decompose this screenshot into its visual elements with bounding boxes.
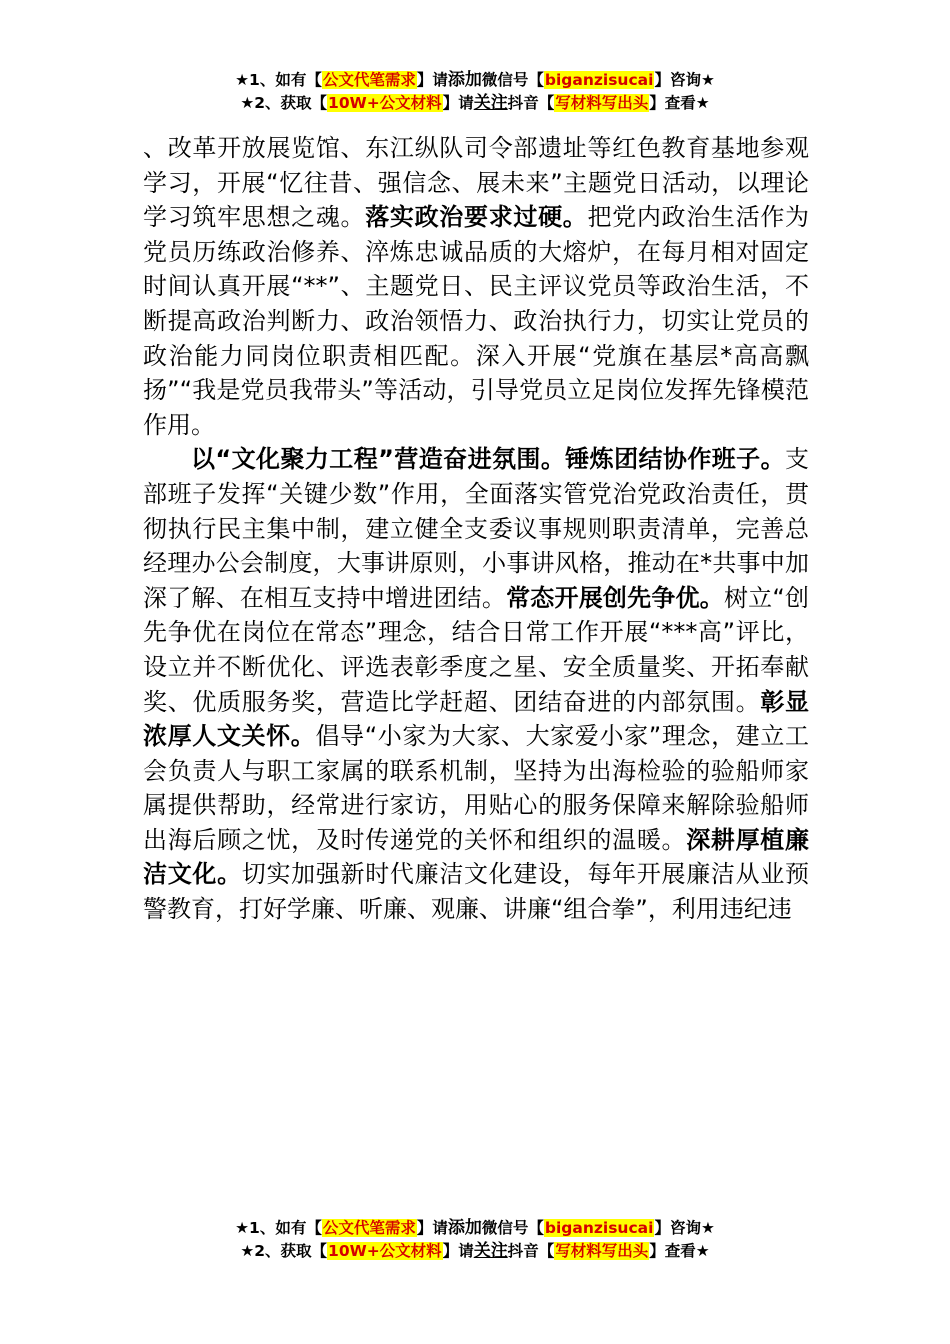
subheading: 深耕厚植廉洁文化。 [143, 825, 810, 889]
ad-line-2: ★2、获取【10W+公文材料】请关注抖音【写材料写出头】查看★ [240, 93, 710, 113]
ad-line-1: ★1、如有【公文代笔需求】请添加微信号【biganzisucai】咨询★ [235, 70, 715, 90]
wechat-id: biganzisucai [544, 1219, 654, 1237]
wechat-id: biganzisucai [544, 71, 654, 89]
subheading: 落实政治要求过硬。 [365, 203, 588, 232]
header-ad-banner [0, 69, 950, 115]
douyin-account: 写材料写出头 [555, 94, 649, 112]
footer-ad-banner [0, 1217, 950, 1263]
douyin-account: 写材料写出头 [555, 1242, 649, 1260]
subheading: 彰显浓厚人文关怀。 [143, 687, 810, 751]
highlight-tag: 公文代笔需求 [322, 1219, 416, 1237]
paragraph-2: 以“文化聚力工程”营造奋进氛围。锤炼团结协作班子。支部班子发挥“关键少数”作用，全面落实管党治党政治责任，贯彻执行民主集中制，建立健全支委议事规则职责清单，完善总经理办公会制度，大事讲原则，小事讲风格，推动在*共事中加深了解、在相互支持中增进团结。常态开展创先争优。树立“创先争优在岗位在常态”理念，结合日常工作开展“***高”评比，设立并不断优化、评选表彰季度之星、安全质量奖、开拓奉献奖、优质服务奖，营造比学赶超、团结奋进的内部氛围。彰显浓厚人文关怀。倡导“小家为大家、大家爱小家”理念，建立工会负责人与职工家属的联系机制，坚持为出海检验的验船师家属提供帮助，经常进行家访，用贴心的服务保障来解除验船师出海后顾之忧，及时传递党的关怀和组织的温暖。深耕厚植廉洁文化。切实加强新时代廉洁文化建设，每年开展廉洁从业预警教育，打好学廉、听廉、观廉、讲廉“组合拳”，利用违纪违 [143, 445, 810, 924]
paragraph-1: 、改革开放展览馆、东江纵队司令部遗址等红色教育基地参观学习，开展“忆往昔、强信念、展未来”主题党日活动，以理论学习筑牢思想之魂。落实政治要求过硬。把党内政治生活作为党员历练政治修养、淬炼忠诚品质的大熔炉，在每月相对固定时间认真开展“**”、主题党日、民主评议党员等政治生活，不断提高政治判断力、政治领悟力、政治执行力，切实让党员的政治能力同岗位职责相匹配。深入开展“党旗在基层*高高飘扬”“我是党员我带头”等活动，引导党员立足岗位发挥先锋模范作用。 [143, 134, 810, 439]
highlight-tag: 10W+公文材料 [328, 94, 442, 112]
ad-line-2: ★2、获取【10W+公文材料】请关注抖音【写材料写出头】查看★ [240, 1241, 710, 1261]
subheading: 常态开展创先争优。 [506, 583, 724, 612]
highlight-tag: 10W+公文材料 [328, 1242, 442, 1260]
ad-line-1: ★1、如有【公文代笔需求】请添加微信号【biganzisucai】咨询★ [235, 1218, 715, 1238]
section-heading: 以“文化聚力工程”营造奋进氛围。锤炼团结协作班子。 [191, 445, 785, 474]
highlight-tag: 公文代笔需求 [322, 71, 416, 89]
document-body [143, 131, 809, 927]
